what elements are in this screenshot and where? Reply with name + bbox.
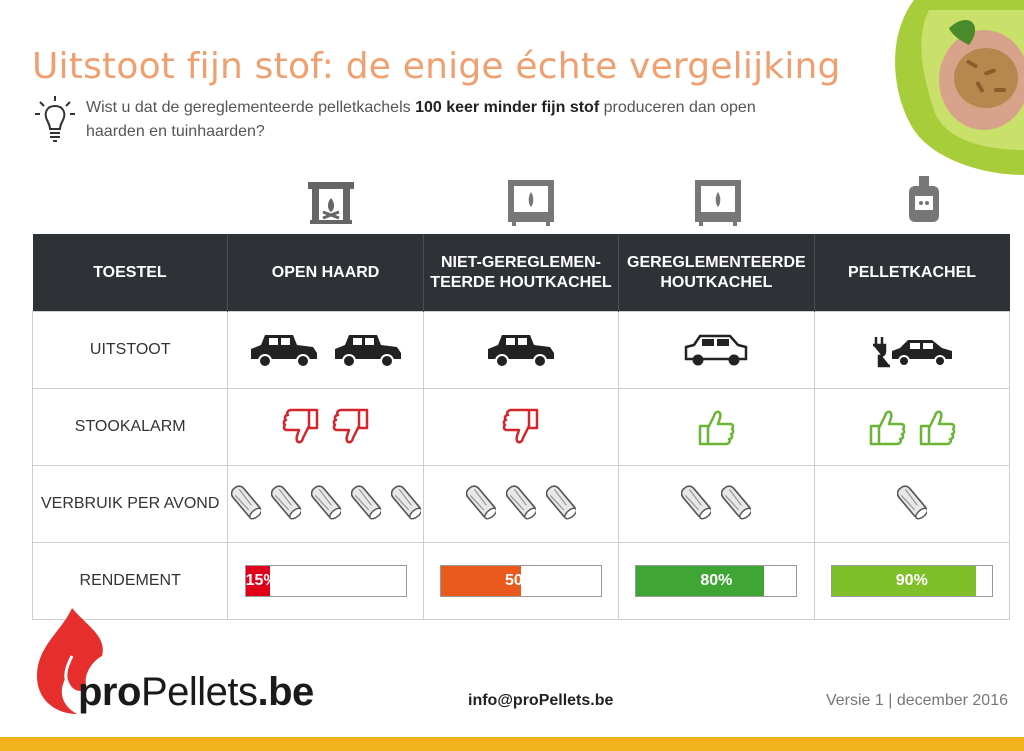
- efficiency-bar: [635, 565, 797, 597]
- thumbs-up-icon: [696, 406, 736, 448]
- thumbs-down-icon: [501, 406, 541, 448]
- table-header-row: [33, 234, 1010, 312]
- wood-log-icon: [506, 482, 536, 527]
- cell: [814, 466, 1009, 543]
- regulated-stove-icon: [693, 176, 743, 226]
- wood-log-icon: [466, 482, 496, 527]
- electric-car-icon: [870, 331, 954, 369]
- intro-part2: produceren dan open haarden en tuinhaarden?: [86, 99, 756, 140]
- cell: [619, 389, 814, 466]
- thumbs-down-icon: [331, 406, 371, 448]
- efficiency-label: 15%: [245, 572, 278, 589]
- table-row-verbruik: [33, 466, 1010, 543]
- efficiency-bar: [831, 565, 993, 597]
- wood-log-icon: [546, 482, 576, 527]
- cell: [228, 466, 423, 543]
- old-car-icon: [331, 331, 405, 369]
- pellet-stove-icon: [899, 176, 949, 226]
- row-label: STOOKALARM: [33, 389, 228, 466]
- row-label: UITSTOOT: [33, 312, 228, 389]
- wood-log-icon: [681, 482, 711, 527]
- wood-log-icon: [721, 482, 751, 527]
- intro-bold: 100 keer minder fijn stof: [415, 99, 600, 116]
- efficiency-label: 50%: [504, 572, 537, 589]
- efficiency-label: 90%: [895, 572, 928, 589]
- table-row-stookalarm: [33, 389, 1010, 466]
- efficiency-bar: [245, 565, 407, 597]
- wood-log-icon: [271, 482, 301, 527]
- intro-part1: Wist u dat de gereglementeerde pelletkachels: [86, 99, 416, 116]
- cell: [814, 389, 1009, 466]
- thumbs-up-icon: [917, 406, 957, 448]
- brand-logo: [78, 670, 314, 715]
- column-header: OPEN HAARD: [228, 234, 423, 312]
- cell: [228, 543, 423, 620]
- logo-part-pellets: Pellets: [140, 670, 258, 714]
- cell: [619, 543, 814, 620]
- pellets-hands-image: [874, 0, 1024, 175]
- thumbs-up-icon: [867, 406, 907, 448]
- thumbs-down-icon: [281, 406, 321, 448]
- cell: [814, 543, 1009, 620]
- wood-log-icon: [391, 482, 421, 527]
- column-header: TOESTEL: [33, 234, 228, 312]
- wood-log-icon: [231, 482, 261, 527]
- cell: [619, 466, 814, 543]
- wood-stove-icon: [506, 176, 556, 226]
- intro-text: [86, 96, 776, 144]
- version-info: Versie 1 | december 2016: [825, 692, 1008, 709]
- column-header: GEREGLEMENTEERDE HOUTKACHEL: [619, 234, 814, 312]
- comparison-table: [32, 234, 1010, 620]
- efficiency-label: 80%: [700, 572, 733, 589]
- contact-email[interactable]: info@proPellets.be: [468, 692, 614, 709]
- cell: [228, 312, 423, 389]
- table-row-rendement: [33, 543, 1010, 620]
- open-fireplace-icon: [306, 176, 356, 226]
- bottom-stripe: [0, 737, 1024, 751]
- page-title: Uitstoot fijn stof: de enige échte vergelijking: [32, 46, 841, 87]
- wood-log-icon: [351, 482, 381, 527]
- cell: [423, 312, 618, 389]
- column-header: PELLETKACHEL: [814, 234, 1009, 312]
- row-label: RENDEMENT: [33, 543, 228, 620]
- cell: [423, 389, 618, 466]
- wood-log-icon: [897, 482, 927, 527]
- old-car-icon: [484, 331, 558, 369]
- cell: [814, 312, 1009, 389]
- column-header: NIET-GEREGLEMEN-TEERDE HOUTKACHEL: [423, 234, 618, 312]
- lightbulb-icon: [34, 94, 76, 144]
- old-car-icon: [247, 331, 321, 369]
- logo-part-pro: pro: [78, 670, 141, 714]
- cell: [423, 543, 618, 620]
- wood-log-icon: [311, 482, 341, 527]
- modern-car-icon: [682, 331, 750, 369]
- table-row-uitstoot: [33, 312, 1010, 389]
- cell: [619, 312, 814, 389]
- efficiency-bar: [440, 565, 602, 597]
- cell: [228, 389, 423, 466]
- cell: [423, 466, 618, 543]
- logo-part-tld: .be: [257, 670, 314, 714]
- row-label: VERBRUIK PER AVOND: [33, 466, 228, 543]
